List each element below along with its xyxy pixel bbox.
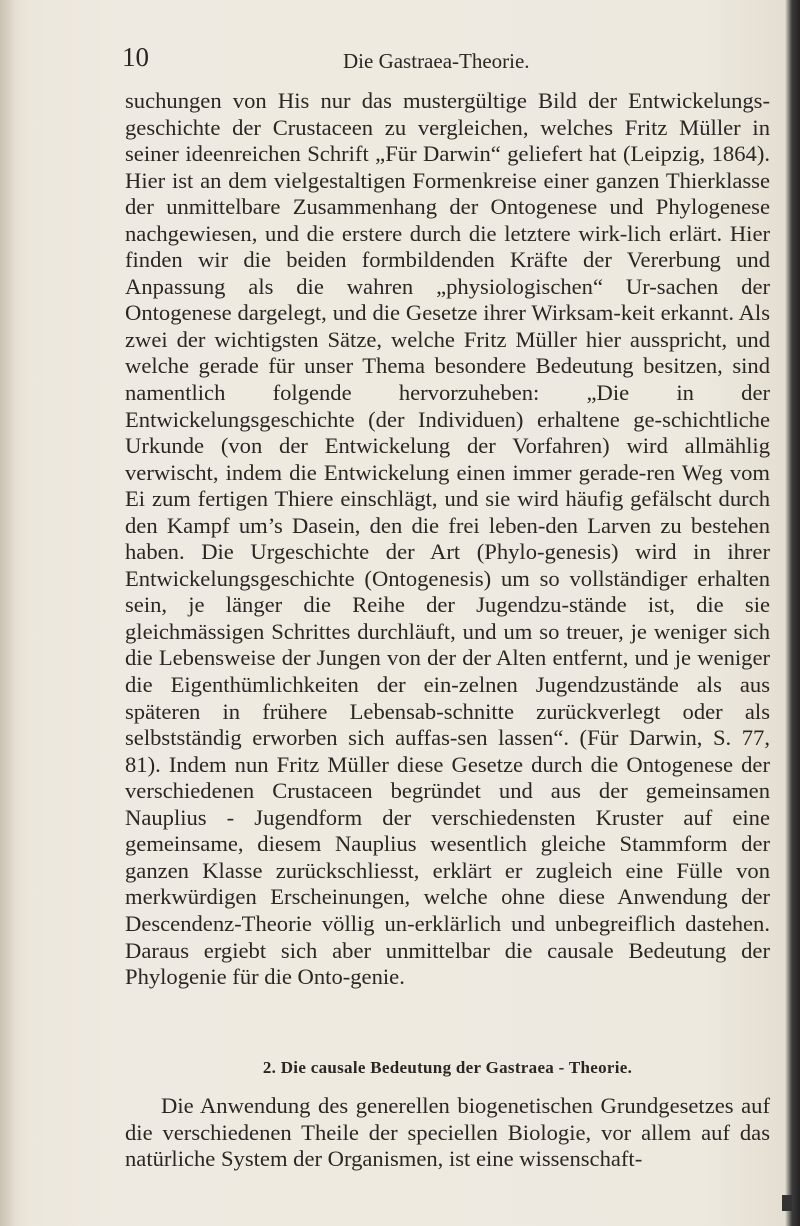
section-paragraph: Die Anwendung des generellen biogenetischen Grundgesetzes auf die verschiedenen Theile der speciellen Biologie, vor allem auf das natürliche System der Organismen, ist eine wissenschaft-	[125, 1093, 770, 1172]
page-edge-mark	[782, 1195, 792, 1211]
running-title: Die Gastraea-Theorie.	[343, 49, 530, 73]
section-text-block	[125, 1093, 770, 1173]
page-number: 10	[122, 42, 149, 72]
body-paragraph: suchungen von His nur das mustergültige Bild der Entwickelungs-geschichte der Crustaceen zu vergleichen, welches Fritz Müller in seiner ideenreichen Schrift „Für Darwin“ geliefert hat (Leipzig, 1864). Hier ist an dem vielgestaltigen Formenkreise einer ganzen Thierklasse der unmittelbare Zusammenhang der Ontogenese und Phylogenese nachgewiesen, und die erstere durch die letztere wirk-lich erlärt. Hier finden wir die beiden formbildenden Kräfte der Vererbung und Anpassung als die wahren „physiologischen“ Ur-sachen der Ontogenese dargelegt, und die Gesetze ihrer Wirksam-keit erkannt. Als zwei der wichtigsten Sätze, welche Fritz Müller hier ausspricht, und welche gerade für unser Thema besondere Bedeutung besitzen, sind namentlich folgende hervorzuheben: „Die in der Entwickelungsgeschichte (der Individuen) erhaltene ge-schichtliche Urkunde (von der Entwickelung der Vorfahren) wird allmählig verwischt, indem die Entwickelung einen immer gerade-ren Weg vom Ei zum fertigen Thiere einschlägt, und sie wird häufig gefälscht durch den Kampf um’s Dasein, den die frei leben-den Larven zu bestehen haben. Die Urgeschichte der Art (Phylo-genesis) wird in ihrer Entwickelungsgeschichte (Ontogenesis) um so vollständiger erhalten sein, je länger die Reihe der Jugendzu-stände ist, die sie gleichmässigen Schrittes durchläuft, und um so treuer, je weniger sich die Lebensweise der Jungen von der der Alten entfernt, und je weniger die Eigenthümlichkeiten der ein-zelnen Jugendzustände als aus späteren in frühere Lebensab-schnitte zurückverlegt oder als selbstständig erworben sich auffas-sen lassen“. (Für Darwin, S. 77, 81). Indem nun Fritz Müller diese Gesetze durch die Ontogenese der verschiedenen Crustaceen begründet und aus der gemeinsamen Nauplius - Jugendform der verschiedensten Kruster auf eine gemeinsame, diesem Nauplius wesentlich gleiche Stammform der ganzen Klasse zurückschliesst, erklärt er zugleich eine Fülle von merkwürdigen Erscheinungen, welche ohne diese Anwendung der Descendenz-Theorie völlig un-erklärlich und unbegreiflich dastehen. Daraus ergiebt sich aber unmittelbar die causale Bedeutung der Phylogenie für die Onto-genie.	[125, 88, 770, 990]
page-gutter	[0, 0, 14, 1226]
section-heading: 2. Die causale Bedeutung der Gastraea - Theorie.	[262, 1058, 633, 1077]
page-header	[70, 40, 730, 80]
main-text-block	[125, 88, 770, 991]
